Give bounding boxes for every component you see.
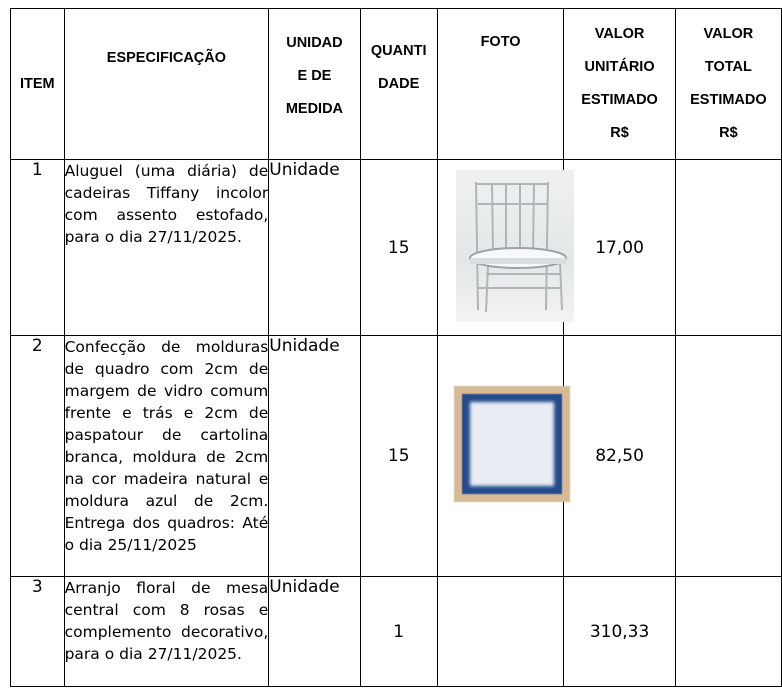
- item-quantity: 15: [360, 336, 437, 577]
- item-unit-value: 310,33: [564, 577, 675, 687]
- item-number: 2: [11, 336, 65, 577]
- item-number: 3: [11, 577, 65, 687]
- header-item: [11, 9, 65, 160]
- header-line: QUANTI: [370, 43, 427, 59]
- item-photo-cell: [437, 336, 564, 577]
- header-line: ESTIMADO: [581, 92, 658, 108]
- header-valor-unitario: [564, 9, 675, 160]
- header-line: ESPECIFICAÇÃO: [106, 49, 227, 66]
- header-line: VALOR: [594, 26, 645, 42]
- item-specification: Arranjo floral de mesa central com 8 rosas e complemento decorativo, para o dia 27/11/2025.: [64, 577, 269, 687]
- frame-photo: [454, 386, 570, 502]
- header-quantidade: [360, 9, 437, 160]
- item-photo-cell: [437, 577, 564, 687]
- table-row: [11, 160, 782, 336]
- header-line: DADE: [378, 76, 420, 92]
- table-row: [11, 336, 782, 577]
- frame-blue-border: [462, 394, 562, 494]
- item-specification: Aluguel (uma diária) de cadeiras Tiffany incolor com assento estofado, para o dia 27/11/2025.: [64, 160, 269, 336]
- frame-passepartout: [470, 402, 554, 486]
- header-line: UNITÁRIO: [584, 59, 655, 75]
- table-row: [11, 577, 782, 687]
- item-photo-cell: [437, 160, 564, 336]
- header-line: VALOR: [703, 26, 754, 42]
- header-unidade: [269, 9, 360, 160]
- item-quantity: 1: [360, 577, 437, 687]
- item-unit-value: 17,00: [564, 160, 675, 336]
- header-line: ITEM: [19, 75, 55, 92]
- item-total-value: [675, 336, 781, 577]
- item-unit-value: 82,50: [564, 336, 675, 577]
- item-unit: Unidade: [269, 336, 360, 577]
- header-line: FOTO: [480, 33, 521, 50]
- header-line: E DE: [297, 67, 332, 84]
- chair-photo: [456, 170, 574, 322]
- header-line: R$: [610, 125, 629, 141]
- header-row: [11, 9, 782, 160]
- item-unit: Unidade: [269, 160, 360, 336]
- header-line: ESTIMADO: [690, 92, 767, 108]
- header-valor-total: [675, 9, 781, 160]
- header-especificacao: [64, 9, 269, 160]
- header-line: MEDIDA: [285, 100, 344, 117]
- chair-illustration: [456, 170, 574, 322]
- item-total-value: [675, 577, 781, 687]
- header-line: UNIDAD: [286, 34, 343, 51]
- specification-table: [10, 8, 782, 687]
- header-foto: [437, 9, 564, 160]
- item-number: 1: [11, 160, 65, 336]
- header-line: R$: [719, 125, 738, 141]
- item-unit: Unidade: [269, 577, 360, 687]
- item-quantity: 15: [360, 160, 437, 336]
- item-total-value: [675, 160, 781, 336]
- item-specification: Confecção de molduras de quadro com 2cm de margem de vidro comum frente e trás e 2cm de paspatour de cartolina branca, moldura de 2cm na cor madeira natural e moldura azul de 2cm. Entrega dos quadros: Até o dia 25/11/2025: [64, 336, 269, 577]
- header-line: TOTAL: [704, 59, 752, 75]
